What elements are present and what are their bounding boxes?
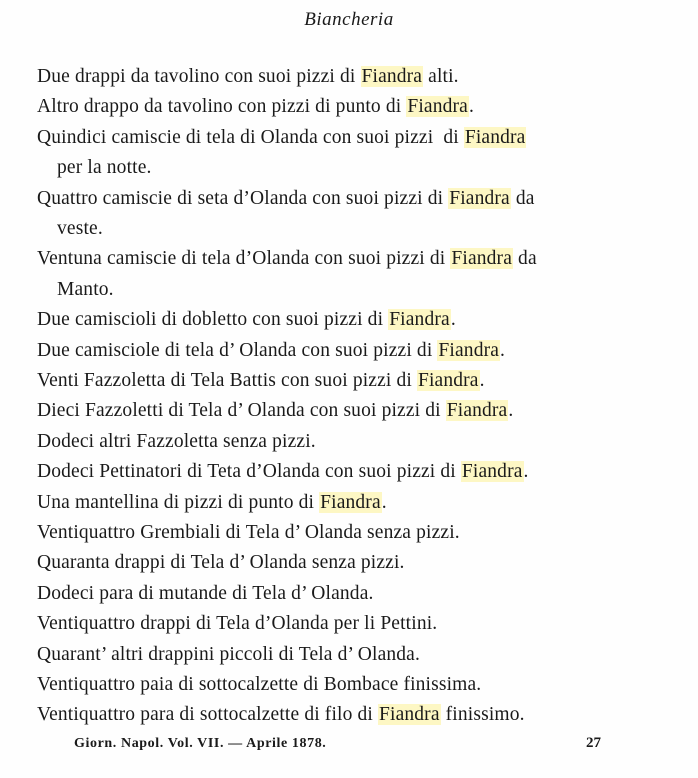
text-line [37, 64, 459, 90]
text-line [37, 398, 513, 424]
text-line [37, 672, 481, 698]
highlighted-term: Fiandra [461, 461, 523, 483]
highlighted-term: Fiandra [446, 400, 508, 422]
line-text: Ventiquattro Grembiali di Tela d’ Olanda senza pizzi. [37, 522, 460, 543]
highlighted-term: Fiandra [451, 248, 513, 270]
line-text: Quaranta drappi di Tela d’ Olanda senza pizzi. [37, 552, 405, 574]
highlighted-term: Fiandra [407, 96, 468, 118]
line-text: . [468, 96, 475, 118]
text-line [37, 581, 374, 607]
line-text: finissimo. [440, 704, 525, 726]
running-head: Biancheria [304, 9, 394, 30]
line-text: Due camiscioli di dobletto con suoi pizzi di [37, 309, 389, 331]
line-text: . [450, 309, 456, 331]
text-line [57, 155, 152, 181]
line-text: Due camisciole di tela d’ Olanda con suoi pizzi di [37, 339, 438, 361]
line-text: per la notte. [57, 157, 152, 179]
text-line [37, 94, 474, 120]
line-text: alti. [423, 66, 459, 87]
text-line [37, 368, 485, 394]
line-text: Quindici camiscie di tela di Olanda con suoi pizzi di [37, 126, 464, 148]
text-line [57, 277, 114, 303]
text-line [37, 125, 526, 151]
line-text: Ventiquattro drappi di Tela d’Olanda per li Pettini. [37, 613, 438, 635]
text-line [57, 216, 103, 242]
text-line [37, 550, 405, 576]
line-text: da [510, 187, 535, 209]
page-number: 27 [586, 735, 601, 751]
highlighted-term: Fiandra [449, 187, 510, 209]
text-line [37, 246, 537, 272]
text-line [37, 307, 456, 333]
line-text: Dieci Fazzoletti di Tela d’ Olanda con suoi pizzi di [37, 400, 446, 422]
line-text: Dodeci Pettinatori di Teta d’Olanda con suoi pizzi di [37, 461, 461, 483]
text-line [37, 490, 387, 516]
text-line [37, 611, 437, 637]
line-text: Ventiquattro para di sottocalzette di filo di [37, 704, 379, 726]
line-text: Ventiquattro paia di sottocalzette di Bombace finissima. [37, 674, 482, 695]
line-text: Dodeci para di mutande di Tela d’ Olanda. [37, 582, 374, 604]
journal-citation: Giorn. Napol. Vol. VII. — Aprile 1878. [74, 736, 327, 751]
highlighted-term: Fiandra [438, 339, 500, 361]
text-line [37, 642, 420, 668]
line-text: . [523, 461, 529, 483]
line-text: Dodeci altri Fazzoletta senza pizzi. [37, 430, 316, 452]
line-text: . [381, 491, 387, 513]
text-line [37, 429, 316, 455]
line-text: . [500, 339, 506, 361]
line-text: da [513, 248, 537, 270]
highlighted-term: Fiandra [379, 704, 440, 726]
text-line [37, 186, 535, 212]
line-text: Ventuna camiscie di tela d’Olanda con suoi pizzi di [37, 248, 451, 270]
page-footer [0, 736, 698, 756]
highlighted-term: Fiandra [464, 126, 526, 148]
text-line [37, 459, 529, 485]
text-line [37, 702, 525, 728]
text-line [37, 338, 505, 364]
line-text: Venti Fazzoletta di Tela Battis con suoi pizzi di [37, 370, 417, 391]
line-text: veste. [57, 218, 103, 239]
line-text: . [508, 400, 514, 422]
line-text: Quarant’ altri drappini piccoli di Tela d’ Olanda. [37, 643, 420, 665]
highlighted-term: Fiandra [320, 491, 381, 513]
highlighted-term: Fiandra [361, 66, 423, 87]
line-text: Quattro camiscie di seta d’Olanda con suoi pizzi di [37, 187, 449, 209]
line-text: Altro drappo da tavolino con pizzi di punto di [37, 96, 407, 118]
line-text: Una mantellina di pizzi di punto di [37, 491, 320, 513]
highlighted-term: Fiandra [389, 309, 450, 331]
text-line [37, 520, 460, 546]
line-text: Manto. [57, 278, 114, 300]
highlighted-term: Fiandra [417, 370, 479, 391]
line-text: . [479, 370, 485, 391]
line-text: Due drappi da tavolino con suoi pizzi di [37, 66, 361, 87]
